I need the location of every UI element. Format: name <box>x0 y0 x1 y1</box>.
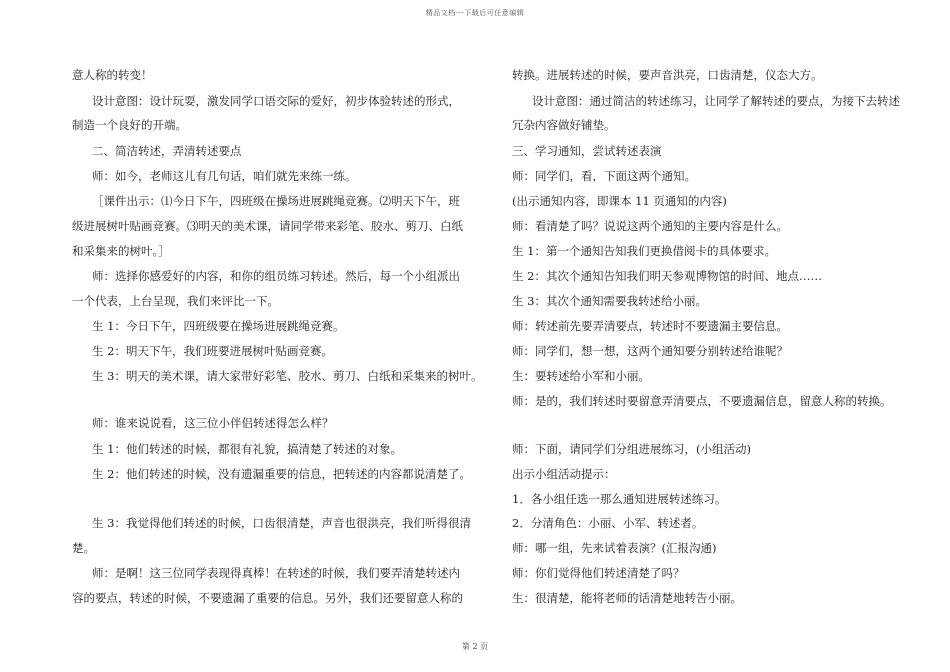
paragraph-line: 师：下面，请同学们分组进展练习，(小组活动) <box>512 442 751 456</box>
paragraph-line: 生 3：其次个通知需要我转述给小丽。 <box>512 294 707 308</box>
paragraph-line: 意人称的转变！ <box>72 68 153 82</box>
paragraph-line: 制造一个良好的开端。 <box>72 118 187 132</box>
paragraph-line: 师：同学们，想一想，这两个通知要分别转述给谁呢？ <box>512 344 788 358</box>
list-item: 1．各小组任选一那么通知进展转述练习。 <box>512 492 727 506</box>
paragraph-line: 楚。 <box>72 541 95 555</box>
paragraph-line: 师：同学们，看，下面这两个通知。 <box>512 169 696 183</box>
paragraph-line: 师：选择你感爱好的内容，和你的组员练习转述。然后，每一个小组派出 <box>92 269 460 283</box>
paragraph-line: 生 2：他们转述的时候，没有遗漏重要的信息，把转述的内容都说清楚了。 <box>92 467 471 481</box>
paragraph-line: ［课件出示：⑴今日下午，四班级在操场进展跳绳竞赛。⑵明天下午，班 <box>92 194 460 208</box>
paragraph-line: 生 3：我觉得他们转述的时候，口齿很清楚，声音也很洪亮，我们听得很清 <box>92 516 471 530</box>
paragraph-line: 师：是的，我们转述时要留意弄清要点，不要遗漏信息，留意人称的转换。 <box>512 394 892 408</box>
paragraph-line: 师：哪一组，先来试着表演？(汇报沟通) <box>512 541 717 555</box>
paragraph-line: 设计意图：设计玩耍，激发同学口语交际的爱好，初步体验转述的形式， <box>92 94 460 108</box>
paragraph-line: 师：谁来说说看，这三位小伴侣转述得怎么样？ <box>92 416 334 430</box>
paragraph-line: 师：转述前先要弄清要点，转述时不要遗漏主要信息。 <box>512 319 788 333</box>
paragraph-line: 生 1：第一个通知告知我们更换借阅卡的具体要求。 <box>512 244 776 258</box>
paragraph-line: 生 2：其次个通知告知我们明天参观博物馆的时间、地点…… <box>512 269 822 283</box>
paragraph-line: 生：很清楚，能将老师的话清楚地转告小丽。 <box>512 591 742 605</box>
paragraph-line: 转换。进展转述的时候，要声音洪亮，口齿清楚，仪态大方。 <box>512 68 823 82</box>
paragraph-line: 设计意图：通过简洁的转述练习，让同学了解转述的要点，为接下去转述 <box>532 94 900 108</box>
paragraph-line: 出示小组活动提示： <box>512 467 616 481</box>
paragraph-line: 师：看清楚了吗？说说这两个通知的主要内容是什么。 <box>512 219 788 233</box>
paragraph-line: 师：是啊！这三位同学表现得真棒！在转述的时候，我们要弄清楚转述内 <box>92 566 460 580</box>
paragraph-line: 生：要转述给小军和小丽。 <box>512 369 650 383</box>
paragraph-line: 容的要点，转述的时候，不要遗漏了重要的信息。另外，我们还要留意人称的 <box>72 591 463 605</box>
paragraph-line: 生 2：明天下午，我们班要进展树叶贴画竞赛。 <box>92 344 333 358</box>
paragraph-line: 生 1：今日下午，四班级要在操场进展跳绳竞赛。 <box>92 319 345 333</box>
list-item: 2．分清角色：小丽、小军、转述者。 <box>512 516 704 530</box>
paragraph-line: (出示通知内容，即课本 11 页通知的内容) <box>512 194 727 208</box>
page-number: 第 2 页 <box>461 642 489 651</box>
paragraph-line: 生 3：明天的美术课，请大家带好彩笔、胶水、剪刀、白纸和采集来的树叶。 <box>92 369 483 383</box>
paragraph-line: 一个代表，上台呈现，我们来评比一下。 <box>72 294 279 308</box>
paragraph-line: 师：如今，老师这儿有几句话，咱们就先来练一练。 <box>92 169 357 183</box>
paragraph-line: 和采集来的树叶。］ <box>72 244 170 258</box>
paragraph-line: 级进展树叶贴画竞赛。⑶明天的美术课，请同学带来彩笔、胶水、剪刀、白纸 <box>72 219 463 233</box>
page-header: 精品文档---下载后可任意编辑 <box>425 9 525 17</box>
paragraph-line: 生 1：他们转述的时候，都很有礼貌，搞清楚了转述的对象。 <box>92 442 402 456</box>
paragraph-line: 冗杂内容做好铺垫。 <box>512 118 616 132</box>
paragraph-line: 师：你们觉得他们转述清楚了吗？ <box>512 566 685 580</box>
section-heading: 二、简洁转述，弄清转述要点 <box>92 144 242 158</box>
section-heading: 三、学习通知，尝试转述表演 <box>512 144 662 158</box>
